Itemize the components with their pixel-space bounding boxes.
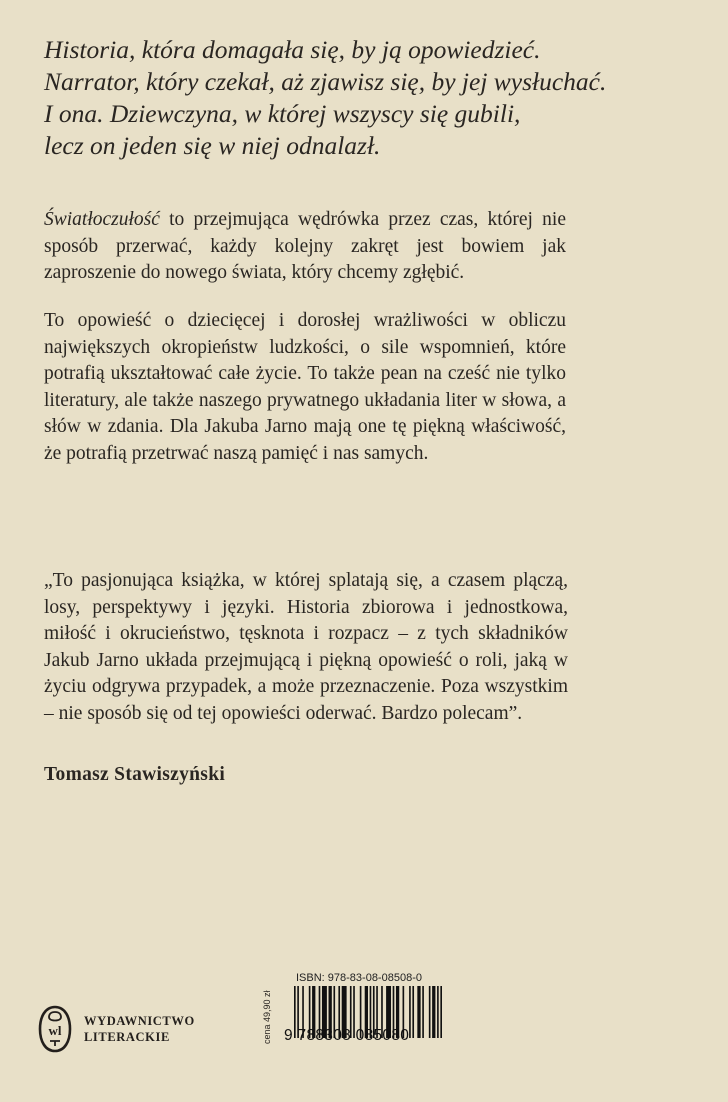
- intro-line: Historia, która domagała się, by ją opowiedzieć.: [44, 35, 541, 64]
- publisher-name: [84, 1013, 195, 1045]
- description-paragraph-2: To opowieść o dziecięcej i dorosłej wrażliwości w obliczu największych okropieństw ludzkości, o sile wspomnień, które potrafią ukształtować całe życie. To także pean na cześć nie tylko literatury, ale także naszego prywatnego układania liter w słowa, a słów w zdania. Dla Jakuba Jarno mają one tę piękną właściwość, że potrafią przetrwać naszą pamięć i nas samych.: [44, 310, 566, 464]
- blurb-quote: „To pasjonująca książka, w której splatają się, a czasem plączą, losy, perspektywy i języki. Historia zbiorowa i jednostkowa, miłość i okrucieństwo, tęsknota i rozpacz – z tych składników Jakub Jarno układa przejmującą i piękną opowieść o roli, jaką w życiu odgrywa przypadek, a może przeznaczenie. Poza wszystkim – nie sposób się od tej opowieści oderwać. Bardzo polecam”.: [44, 570, 568, 724]
- ean-digits: 9 788308 085080: [284, 1027, 410, 1044]
- barcode-block: [284, 972, 452, 1054]
- description-paragraph-1: [44, 207, 566, 287]
- publisher-name-line-1: WYDAWNICTWO: [84, 1014, 195, 1028]
- quote-author: Tomasz Stawiszyński: [44, 764, 226, 785]
- intro-line: Narrator, który czekał, aż zjawisz się, by jej wysłuchać.: [44, 67, 607, 96]
- price-label: cena 49,90 zł: [262, 990, 272, 1044]
- isbn-label: ISBN: 978-83-08-08508-0: [296, 972, 422, 984]
- publisher-logo-icon: [36, 1004, 74, 1054]
- intro-line: lecz on jeden się w niej odnalazł.: [44, 131, 381, 160]
- paragraph-1-text: to przejmująca wędrówka przez czas, której nie sposób przerwać, każdy kolejny zakręt jest bowiem jak zaproszenie do nowego świata, który chcemy zgłębić.: [44, 209, 566, 283]
- intro-line: I ona. Dziewczyna, w której wszyscy się gubili,: [44, 99, 521, 128]
- publisher-mark: [36, 1004, 195, 1054]
- book-title: Światłoczułość: [44, 209, 160, 230]
- intro-verse: [44, 34, 694, 162]
- logo-letters: wl: [48, 1023, 62, 1038]
- publisher-name-line-2: LITERACKIE: [84, 1030, 170, 1044]
